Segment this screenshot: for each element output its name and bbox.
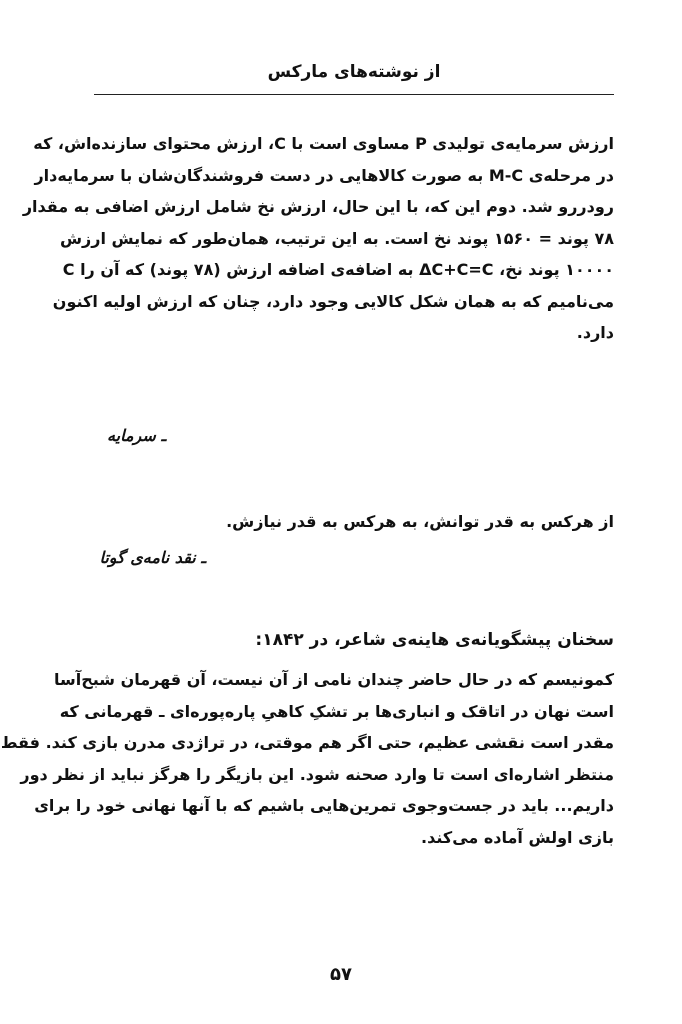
source-capital: ـ سرمایه (107, 426, 166, 445)
source-gotha: ـ نقد نامه‌ی گوتا (99, 548, 206, 567)
heine-passage (0, 664, 614, 853)
text-line: منتظر اشاره‌ای است تا وارد صحنه شود. این بازیگر را هرگز نباید از نظر دور (20, 764, 614, 784)
section-title: سخنان پیشگویانه‌ی هاینه‌ی شاعر، در ۱۸۴۲: (255, 630, 614, 650)
page-number: ۵۷ (330, 964, 352, 985)
text-line: دارد. (576, 323, 614, 342)
text-line: ۱۰۰۰۰ پوند نخ، ΔC+C=C به اضافه‌ی اضافه ارزش (۷۸ پوند) که آن را C (62, 260, 614, 279)
text-line: ۷۸ پوند = ۱۵۶۰ پوند نخ است. به این ترتیب، همان‌طور که نمایش ارزش (59, 228, 614, 248)
header-rule (94, 94, 614, 95)
quote-capital (22, 128, 614, 349)
text-line: مقدر است نقشی عظیم، حتی اگر هم موقتی، در تراژدی مدرن بازی کند. فقط (0, 733, 614, 752)
text-line: رودررو شد. دوم این که، با این حال، ارزش نخ شامل ارزش اضافی به مقدار (22, 197, 614, 216)
text-line: از هرکس به قدر توانش، به هرکس به قدر نیازش. (226, 512, 614, 531)
text-line: می‌نامیم که به همان شکل کالایی وجود دارد، چنان که ارزش اولیه اکنون (52, 291, 614, 311)
text-line: در مرحله‌ی M-C به صورت کالاهایی در دست فروشندگان‌شان با سرمایه‌دار (34, 165, 614, 185)
text-line: است نهان در اتاقک و انباری‌ها بر تشکِ کاهیِ پاره‌پوره‌ای ـ قهرمانی که (59, 701, 614, 721)
text-line: کمونیسم که در حال حاضر چندان نامی از آن نیست، آن قهرمان شبح‌آسا (53, 670, 614, 689)
text-line: داریم... باید در جست‌وجوی تمرین‌هایی باشیم که با آنها نهانی خود را برای (34, 796, 614, 815)
text-line: ارزش سرمایه‌ی تولیدی P مساوی است با C، ارزش محتوای سازنده‌اش، که (33, 134, 614, 153)
quote-gotha (94, 506, 614, 538)
running-header: از نوشته‌های مارکس (267, 62, 441, 82)
text-line: بازی اولش آماده می‌کند. (421, 827, 614, 847)
